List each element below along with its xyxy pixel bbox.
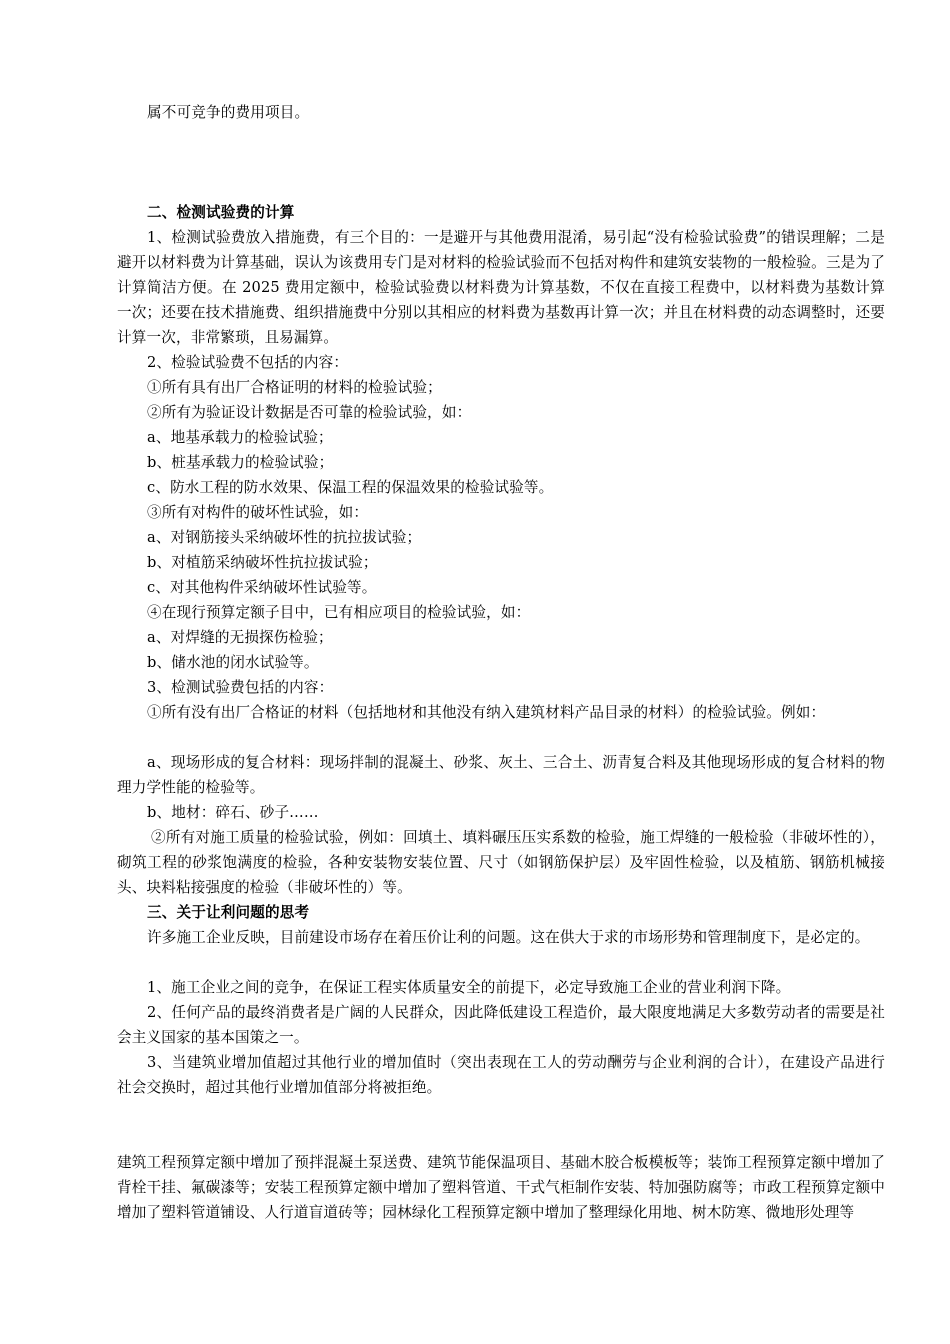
paragraph-intro: 许多施工企业反映，目前建设市场存在着压价让利的问题。这在供大于求的市场形势和管理制度下，是必定的。 <box>147 929 870 946</box>
list-item: a、现场形成的复合材料：现场拌制的混凝土、砂浆、灰土、三合土、沥青复合料及其他现场形成的复合材料的物理力学性能的检验等。 <box>117 754 885 796</box>
section-heading-3: 三、关于让利问题的思考 <box>147 904 310 921</box>
list-item: c、对其他构件采纳破坏性试验等。 <box>147 579 377 596</box>
list-item: c、防水工程的防水效果、保温工程的保温效果的检验试验等。 <box>147 479 554 496</box>
list-item: ①所有没有出厂合格证的材料（包括地材和其他没有纳入建筑材料产品目录的材料）的检验试验。例如： <box>147 704 826 721</box>
list-item: b、地材：碎石、砂子…… <box>147 804 319 821</box>
paragraph-continuation: 属不可竞争的费用项目。 <box>147 104 310 121</box>
list-item: ②所有为验证设计数据是否可靠的检验试验，如： <box>147 404 472 421</box>
paragraph-excluded-title: 2、检验试验费不包括的内容： <box>147 354 349 371</box>
list-item: 1、施工企业之间的竞争，在保证工程实体质量安全的前提下，必定导致施工企业的营业利润下降。 <box>147 979 791 996</box>
list-item: b、桩基承载力的检验试验； <box>147 454 334 471</box>
list-item: ①所有具有出厂合格证明的材料的检验试验； <box>147 379 442 396</box>
section-heading-2: 二、检测试验费的计算 <box>147 204 295 221</box>
list-item: a、地基承载力的检验试验； <box>147 429 333 446</box>
list-item: b、储水池的闭水试验等。 <box>147 654 319 671</box>
list-item: a、对钢筋接头采纳破坏性的抗拉拔试验； <box>147 529 422 546</box>
list-item: ②所有对施工质量的检验试验，例如：回填土、填料碾压压实系数的检验，施工焊缝的一般检验（非破坏性的），砌筑工程的砂浆饱满度的检验，各种安装物安装位置、尺寸（如钢筋保护层）及牢固性检验，以及植筋、钢筋机械接头、块料粘接强度的检验（非破坏性的）等。 <box>117 829 885 896</box>
paragraph-purpose: 1、检测试验费放入措施费，有三个目的：一是避开与其他费用混淆，易引起“没有检验试验费”的错误理解；二是避开以材料费为计算基础，误认为该费用专门是对材料的检验试验而不包括对构件和建筑安装物的一般检验。三是为了计算简洁方便。在 2025 费用定额中，检验试验费以材料费为计算基数，不仅在直接工程费中，以材料费为基数计算一次；还要在技术措施费、组织措施费中分别以其相应的材料费为基数再计算一次；并且在材料费的动态调整时，还要计算一次，非常繁琐，且易漏算。 <box>117 229 885 346</box>
paragraph-summary: 建筑工程预算定额中增加了预拌混凝土泵送费、建筑节能保温项目、基础木胶合板模板等；装饰工程预算定额中增加了背栓干挂、氟碳漆等；安装工程预算定额中增加了塑料管道、干式气柜制作安装、特加强防腐等；市政工程预算定额中增加了塑料管道铺设、人行道盲道砖等；园林绿化工程预算定额中增加了整理绿化用地、树木防寒、微地形处理等 <box>117 1154 885 1221</box>
list-item: 2、任何产品的最终消费者是广阔的人民群众，因此降低建设工程造价，最大限度地满足大多数劳动者的需要是社会主义国家的基本国策之一。 <box>117 1004 885 1046</box>
paragraph-included-title: 3、检测试验费包括的内容： <box>147 679 334 696</box>
list-item: ④在现行预算定额子目中，已有相应项目的检验试验，如： <box>147 604 531 621</box>
list-item: ③所有对构件的破坏性试验，如： <box>147 504 369 521</box>
list-item: a、对焊缝的无损探伤检验； <box>147 629 333 646</box>
list-item: 3、当建筑业增加值超过其他行业的增加值时（突出表现在工人的劳动酬劳与企业利润的合计），在建设产品进行社会交换时，超过其他行业增加值部分将被拒绝。 <box>117 1054 885 1096</box>
list-item: b、对植筋采纳破坏性抗拉拔试验； <box>147 554 378 571</box>
